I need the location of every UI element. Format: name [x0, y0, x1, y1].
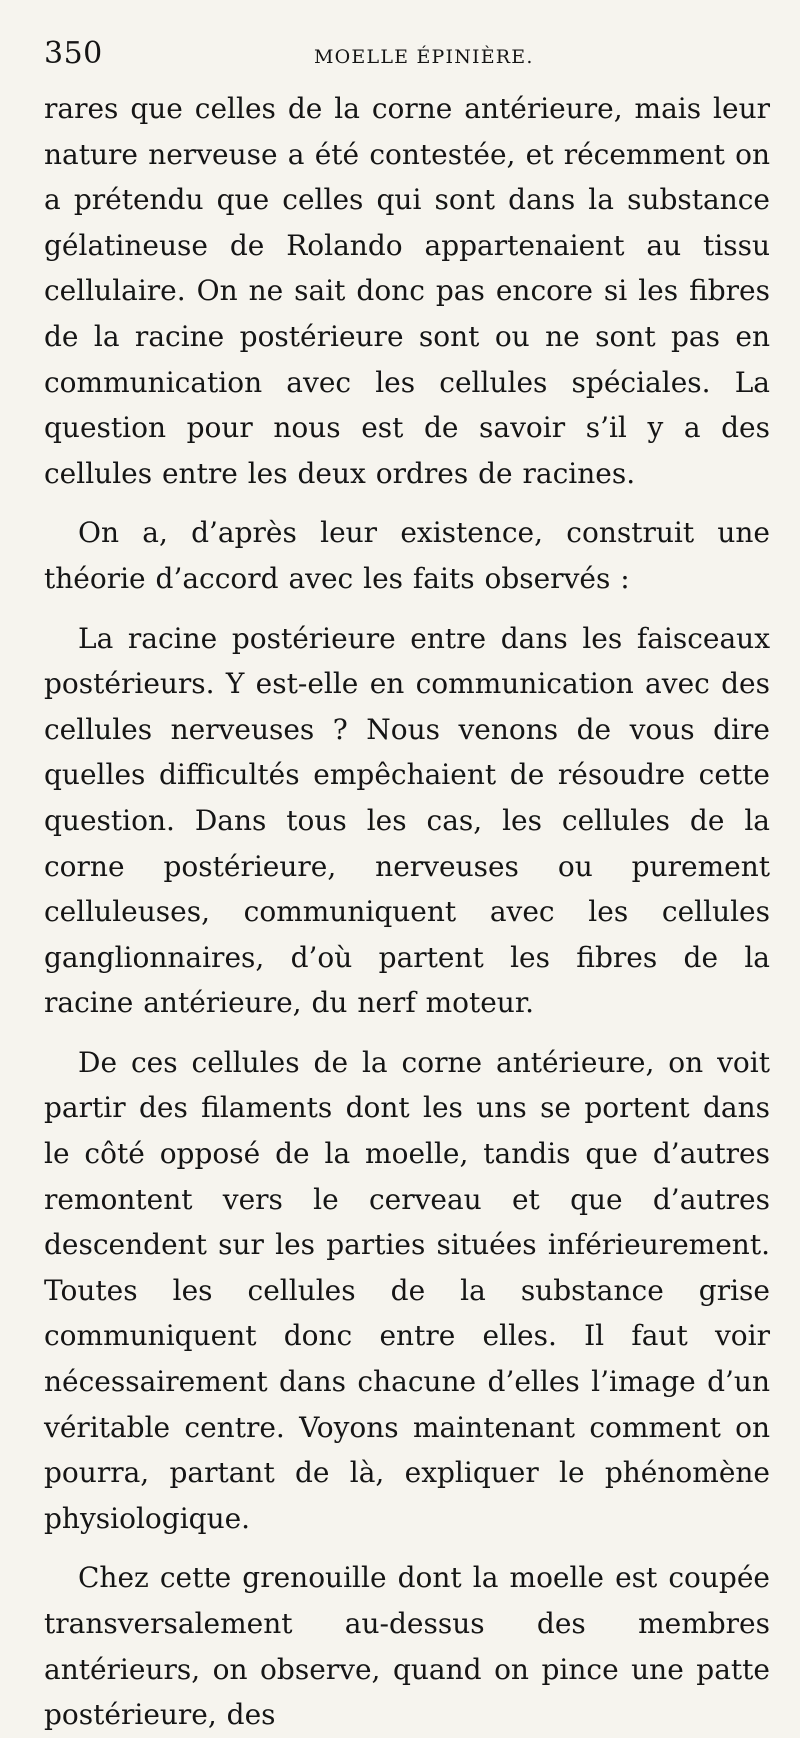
page-header [44, 28, 770, 86]
page-number: 350 [44, 36, 103, 71]
paragraph: rares que celles de la corne antérieure, mais leur nature nerveuse a été contestée, et récemment on a prétendu que celles qui sont dans la substance gélatineuse de Rolando appartenaient au tissu cellulaire. On ne sait donc pas encore si les fibres de la racine postérieure sont ou ne sont pas en communication avec les cellules spéciales. La question pour nous est de savoir s’il y a des cellules entre les deux ordres de racines. [44, 92, 770, 490]
page-body [44, 86, 770, 1738]
running-title: MOELLE ÉPINIÈRE. [314, 46, 534, 68]
paragraph: La racine postérieure entre dans les faisceaux postérieurs. Y est-elle en communication avec des cellules nerveuses ? Nous venons de vous dire quelles difficultés empêchaient de résoudre cette question. Dans tous les cas, les cellules de la corne postérieure, nerveuses ou purement celluleuses, communiquent avec les cellules ganglionnaires, d’où partent les fibres de la racine antérieure, du nerf moteur. [44, 621, 770, 1020]
paragraph: De ces cellules de la corne antérieure, on voit partir des filaments dont les uns se portent dans le côté opposé de la moelle, tandis que d’autres remontent vers le cerveau et que d’autres descendent sur les parties situées inférieurement. Toutes les cellules de la substance grise communiquent donc entre elles. Il faut voir nécessairement dans chacune d’elles l’image d’un véritable centre. Voyons maintenant comment on pourra, partant de là, expliquer le phénomène physiologique. [44, 1045, 770, 1535]
paragraph: Chez cette grenouille dont la moelle est coupée transversalement au-dessus des membres antérieurs, on observe, quand on pince une patte postérieure, des [44, 1561, 770, 1732]
paragraph: On a, d’après leur existence, construit une théorie d’accord avec les faits observés : [44, 516, 770, 595]
